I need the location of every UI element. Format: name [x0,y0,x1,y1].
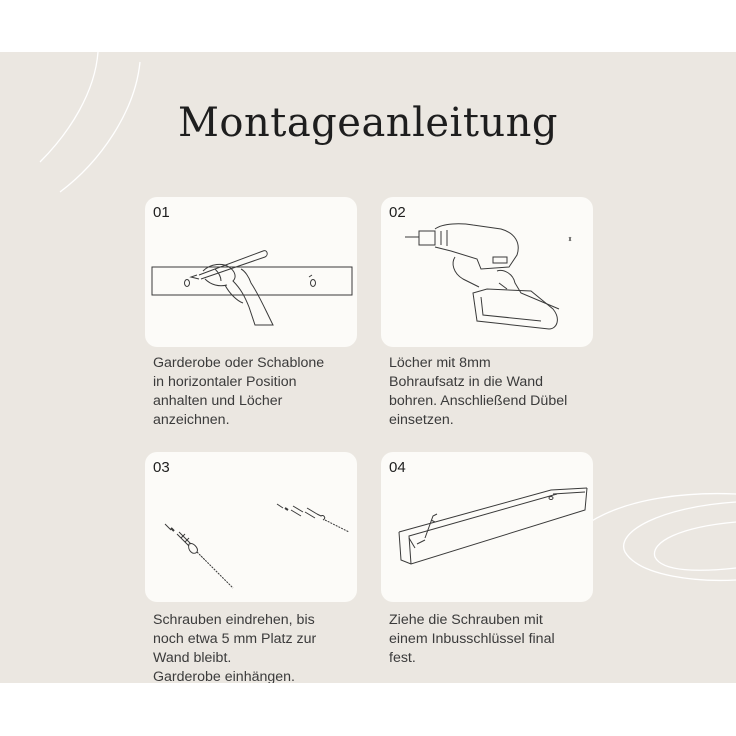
step-description-02: Löcher mit 8mm Bohraufsatz in die Wand bohren. Anschließend Dübel einsetzen. [389,355,568,428]
hex-key-bar-icon [381,452,593,602]
step-description-04: Ziehe die Schrauben mit einem Inbusschlüssel final fest. [389,612,555,666]
instruction-sheet [0,52,736,683]
step-description-01: Garderobe oder Schablone in horizontaler Position anhalten und Löcher anzeichnen. [153,355,325,428]
step-number: 02 [389,204,406,221]
hand-drawing-icon [145,197,357,347]
decorative-swirl-lines [0,52,736,683]
step-number: 03 [153,459,170,476]
screws-and-dowels-icon [145,452,357,602]
step-card-04 [381,452,593,602]
drill-icon [381,197,593,347]
step-card-01 [145,197,357,347]
step-card-02 [381,197,593,347]
step-card-03 [145,452,357,602]
step-number: 04 [389,459,406,476]
page-title: Montageanleitung [177,100,559,146]
step-number: 01 [153,204,170,221]
step-description-03: Schrauben eindrehen, bis noch etwa 5 mm Platz zur Wand bleibt. Garderobe einhängen. [153,612,317,683]
